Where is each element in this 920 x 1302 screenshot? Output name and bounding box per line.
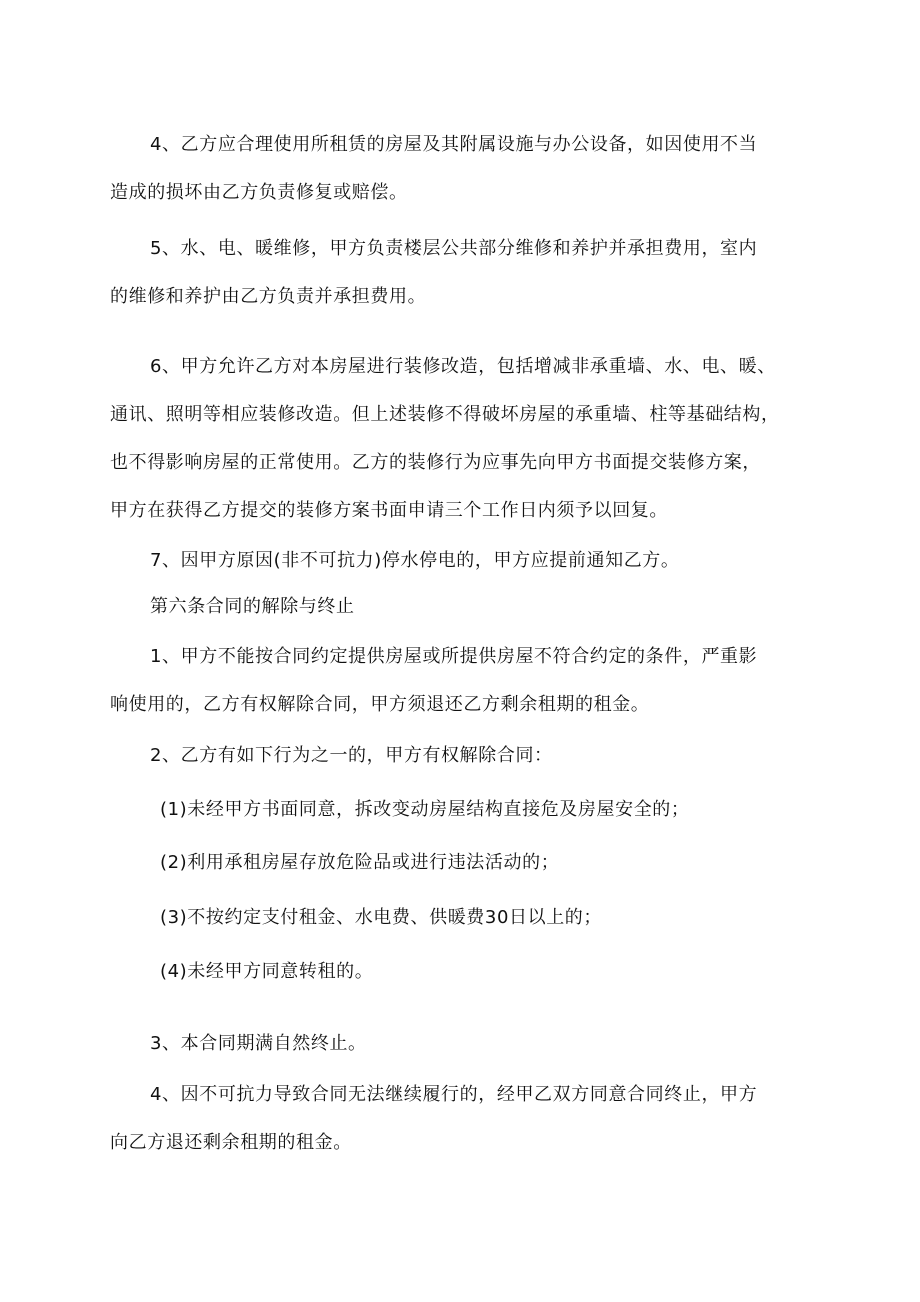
clause-5-item-4-line-2: 造成的损坏由乙方负责修复或赔偿。 bbox=[110, 182, 408, 203]
clause-5-item-4-line-1: 4、乙方应合理使用所租赁的房屋及其附属设施与办公设备，如因使用不当 bbox=[150, 134, 758, 155]
clause-6-item-2-sub-4: (4)未经甲方同意转租的。 bbox=[160, 961, 374, 982]
clause-5-item-6-line-2: 通讯、照明等相应装修改造。但上述装修不得破坏房屋的承重墙、柱等基础结构， bbox=[110, 404, 780, 425]
clause-6-item-4-line-1: 4、因不可抗力导致合同无法继续履行的，经甲乙双方同意合同终止，甲方 bbox=[150, 1084, 758, 1105]
clause-6-item-1-line-2: 响使用的，乙方有权解除合同，甲方须退还乙方剩余租期的租金。 bbox=[110, 694, 650, 715]
section-heading: 第六条合同的解除与终止 bbox=[150, 596, 355, 616]
clause-6-item-2-sub-2: (2)利用承租房屋存放危险品或进行违法活动的； bbox=[160, 852, 560, 873]
clause-6-item-2: 2、乙方有如下行为之一的，甲方有权解除合同： bbox=[150, 745, 553, 766]
clause-5-item-5-line-1: 5、水、电、暖维修，甲方负责楼层公共部分维修和养护并承担费用，室内 bbox=[150, 238, 758, 259]
clause-6-item-2-sub-3: (3)不按约定支付租金、水电费、供暖费30日以上的； bbox=[160, 907, 602, 928]
clause-6-item-1-line-1: 1、甲方不能按合同约定提供房屋或所提供房屋不符合约定的条件，严重影 bbox=[150, 646, 758, 667]
clause-6-item-3: 3、本合同期满自然终止。 bbox=[150, 1033, 367, 1054]
clause-5-item-7: 7、因甲方原因(非不可抗力)停水停电的，甲方应提前通知乙方。 bbox=[150, 550, 680, 571]
clause-6-item-4-line-2: 向乙方退还剩余租期的租金。 bbox=[110, 1132, 352, 1153]
clause-5-item-6-line-4: 甲方在获得乙方提交的装修方案书面申请三个工作日内须予以回复。 bbox=[110, 500, 668, 521]
clause-5-item-5-line-2: 的维修和养护由乙方负责并承担费用。 bbox=[110, 286, 427, 307]
clause-5-item-6-line-1: 6、甲方允许乙方对本房屋进行装修改造，包括增减非承重墙、水、电、暖、 bbox=[150, 356, 776, 377]
clause-6-item-2-sub-1: (1)未经甲方书面同意，拆改变动房屋结构直接危及房屋安全的； bbox=[160, 799, 690, 820]
clause-5-item-6-line-3: 也不得影响房屋的正常使用。乙方的装修行为应事先向甲方书面提交装修方案， bbox=[110, 452, 761, 473]
